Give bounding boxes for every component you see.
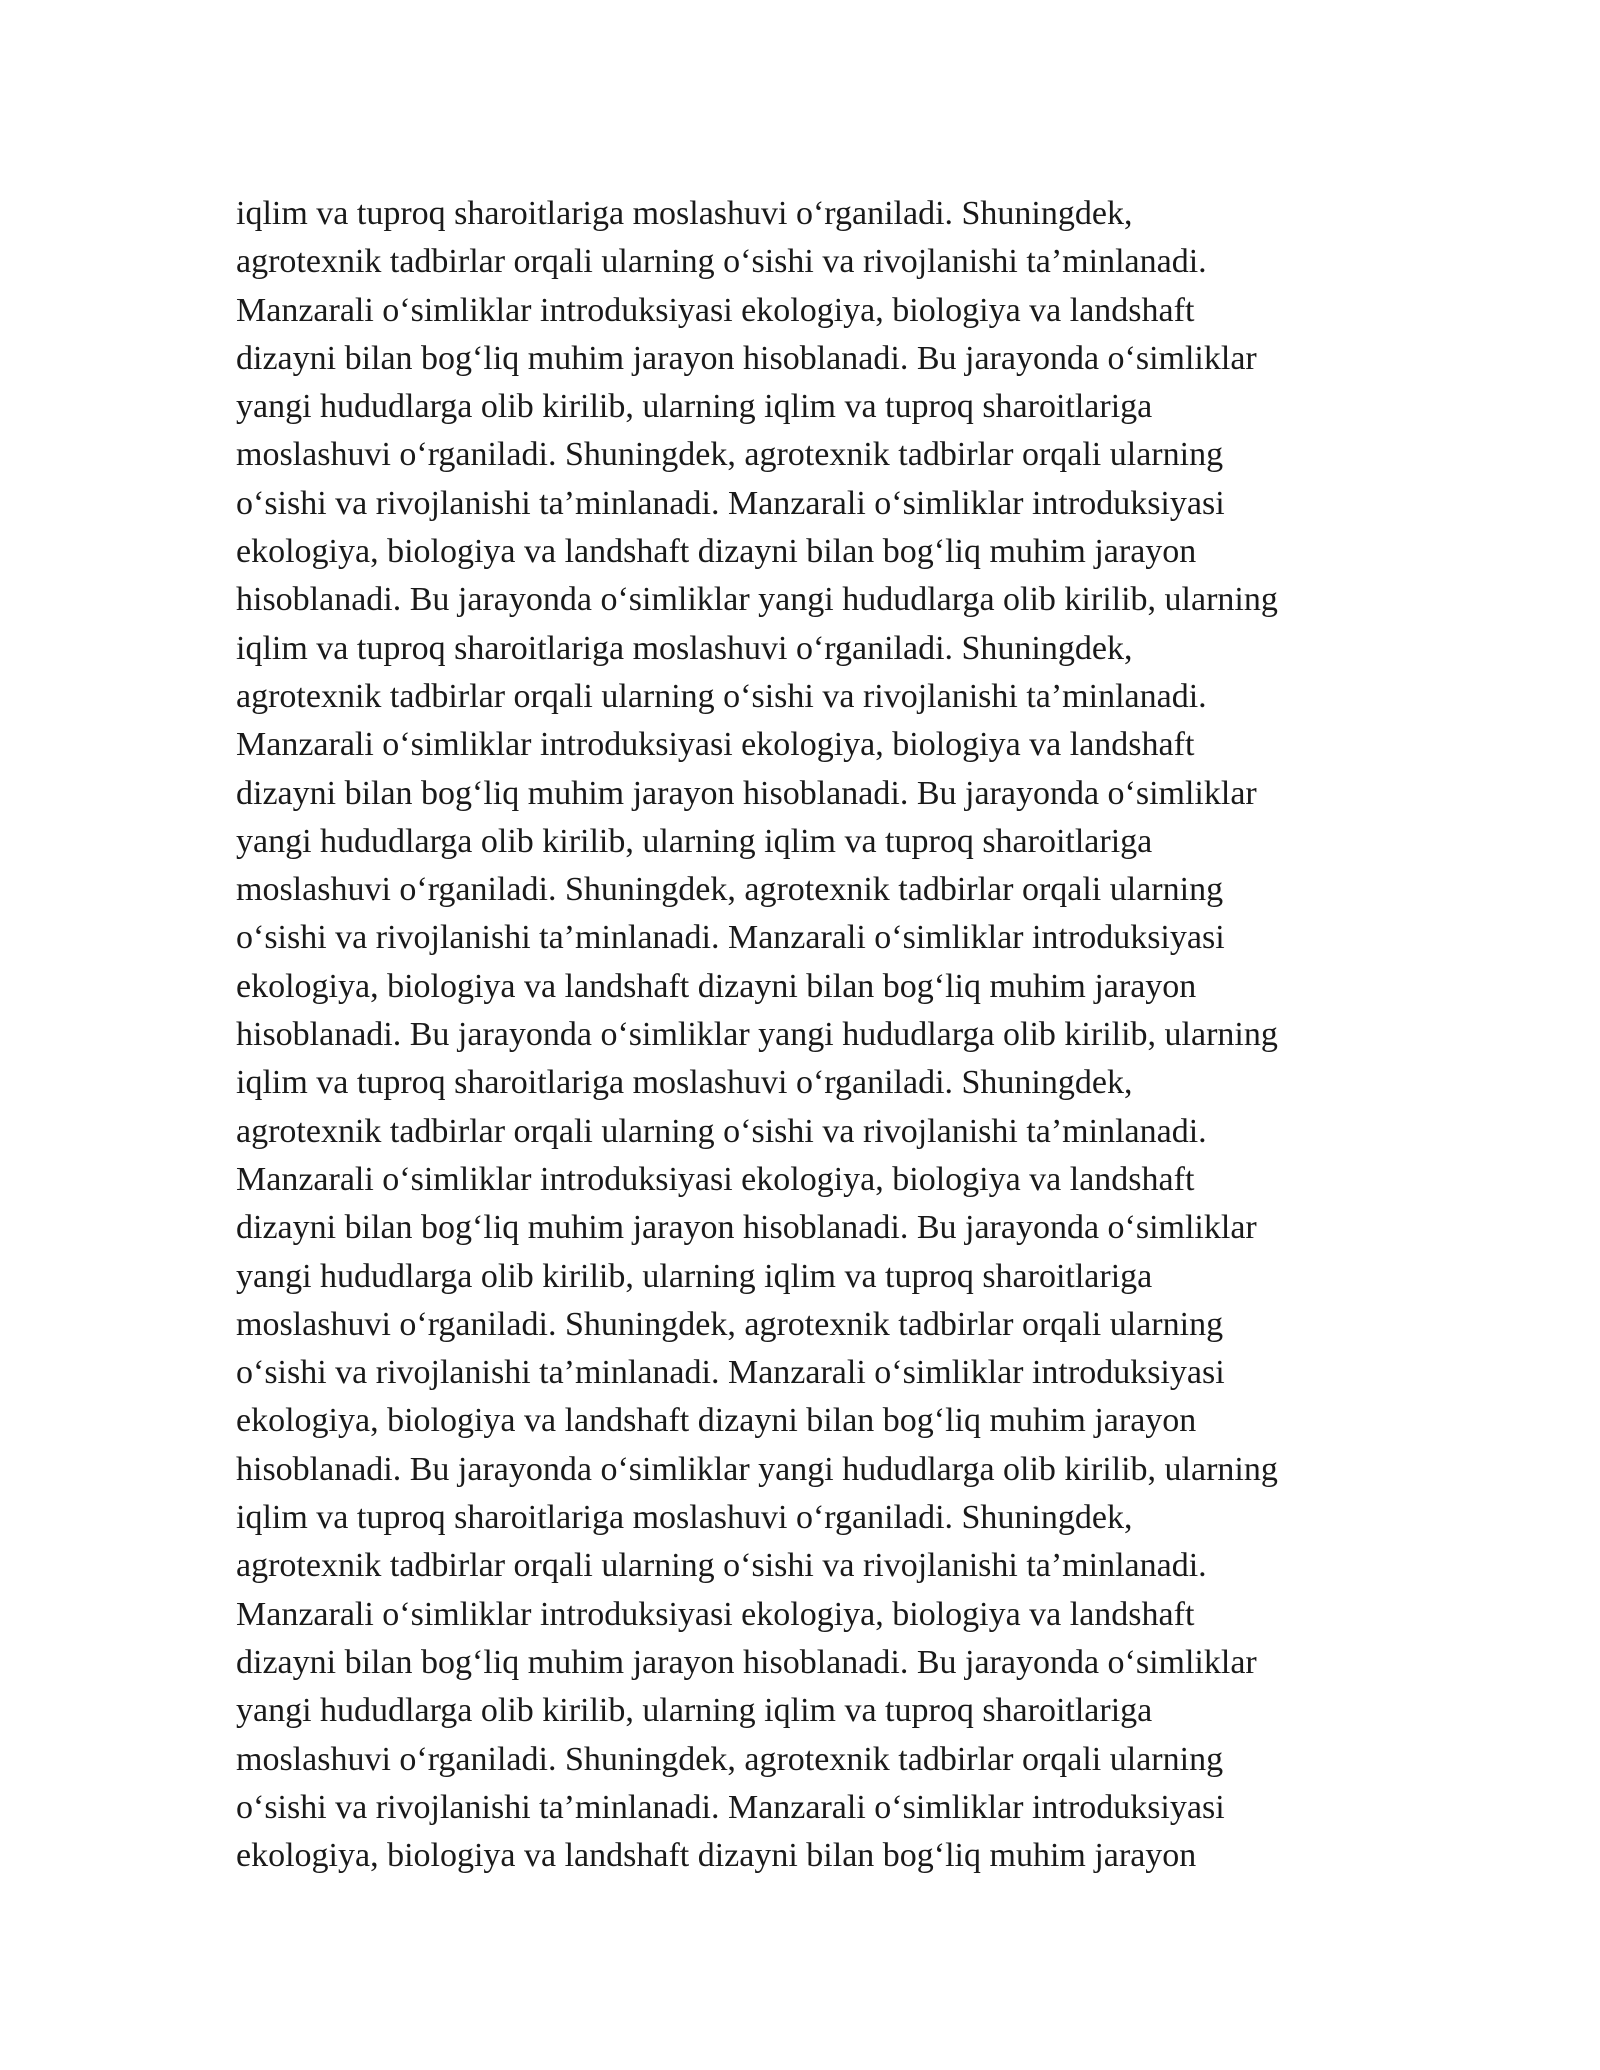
text-line: yangi hududlarga olib kirilib, ularning iqlim va tuproq sharoitlariga [236,1257,1153,1295]
text-line: iqlim va tuproq sharoitlariga moslashuvi o‘rganiladi. Shuningdek, [236,629,1133,667]
text-line: Manzarali o‘simliklar introduksiyasi ekologiya, biologiya va landshaft [236,726,1195,764]
text-line: yangi hududlarga olib kirilib, ularning iqlim va tuproq sharoitlariga [236,1692,1153,1730]
text-line: ekologiya, biologiya va landshaft dizayni bilan bog‘liq muhim jarayon [236,1402,1197,1440]
text-line: moslashuvi o‘rganiladi. Shuningdek, agrotexnik tadbirlar orqali ularning [236,1305,1224,1343]
text-line: Manzarali o‘simliklar introduksiyasi ekologiya, biologiya va landshaft [236,1595,1195,1633]
text-line: o‘sishi va rivojlanishi ta’minlanadi. Manzarali o‘simliklar introduksiyasi [236,484,1225,522]
text-line: iqlim va tuproq sharoitlariga moslashuvi o‘rganiladi. Shuningdek, [236,1064,1133,1102]
text-line: o‘sishi va rivojlanishi ta’minlanadi. Manzarali o‘simliklar introduksiyasi [236,919,1225,957]
text-line: iqlim va tuproq sharoitlariga moslashuvi o‘rganiladi. Shuningdek, [236,195,1133,232]
text-line: iqlim va tuproq sharoitlariga moslashuvi o‘rganiladi. Shuningdek, [236,1499,1133,1537]
text-line: moslashuvi o‘rganiladi. Shuningdek, agrotexnik tadbirlar orqali ularning [236,436,1224,474]
text-line: agrotexnik tadbirlar orqali ularning o‘sishi va rivojlanishi ta’minlanadi. [236,1112,1207,1150]
text-line: yangi hududlarga olib kirilib, ularning iqlim va tuproq sharoitlariga [236,388,1153,426]
text-line: agrotexnik tadbirlar orqali ularning o‘sishi va rivojlanishi ta’minlanadi. [236,243,1207,281]
text-line: agrotexnik tadbirlar orqali ularning o‘sishi va rivojlanishi ta’minlanadi. [236,677,1207,715]
text-line: dizayni bilan bog‘liq muhim jarayon hisoblanadi. Bu jarayonda o‘simliklar [236,339,1257,377]
body-paragraph [236,190,1416,1880]
text-line: moslashuvi o‘rganiladi. Shuningdek, agrotexnik tadbirlar orqali ularning [236,871,1224,909]
text-line: agrotexnik tadbirlar orqali ularning o‘sishi va rivojlanishi ta’minlanadi. [236,1547,1207,1585]
text-line: Manzarali o‘simliklar introduksiyasi ekologiya, biologiya va landshaft [236,291,1195,329]
text-line: hisoblanadi. Bu jarayonda o‘simliklar yangi hududlarga olib kirilib, ularning [236,1016,1278,1054]
text-line: dizayni bilan bog‘liq muhim jarayon hisoblanadi. Bu jarayonda o‘simliklar [236,1209,1257,1247]
text-line: o‘sishi va rivojlanishi ta’minlanadi. Manzarali o‘simliklar introduksiyasi [236,1788,1225,1826]
text-line: moslashuvi o‘rganiladi. Shuningdek, agrotexnik tadbirlar orqali ularning [236,1740,1224,1778]
text-line: dizayni bilan bog‘liq muhim jarayon hisoblanadi. Bu jarayonda o‘simliklar [236,1643,1257,1681]
text-line: dizayni bilan bog‘liq muhim jarayon hisoblanadi. Bu jarayonda o‘simliklar [236,774,1257,812]
text-line: Manzarali o‘simliklar introduksiyasi ekologiya, biologiya va landshaft [236,1160,1195,1198]
text-line: ekologiya, biologiya va landshaft dizayni bilan bog‘liq muhim jarayon [236,967,1197,1005]
text-line: hisoblanadi. Bu jarayonda o‘simliklar yangi hududlarga olib kirilib, ularning [236,581,1278,619]
text-line: ekologiya, biologiya va landshaft dizayni bilan bog‘liq muhim jarayon [236,533,1197,571]
text-line: ekologiya, biologiya va landshaft dizayni bilan bog‘liq muhim jarayon [236,1837,1197,1875]
text-line: o‘sishi va rivojlanishi ta’minlanadi. Manzarali o‘simliklar introduksiyasi [236,1354,1225,1392]
text-line: hisoblanadi. Bu jarayonda o‘simliklar yangi hududlarga olib kirilib, ularning [236,1450,1278,1488]
text-line: yangi hududlarga olib kirilib, ularning iqlim va tuproq sharoitlariga [236,822,1153,860]
